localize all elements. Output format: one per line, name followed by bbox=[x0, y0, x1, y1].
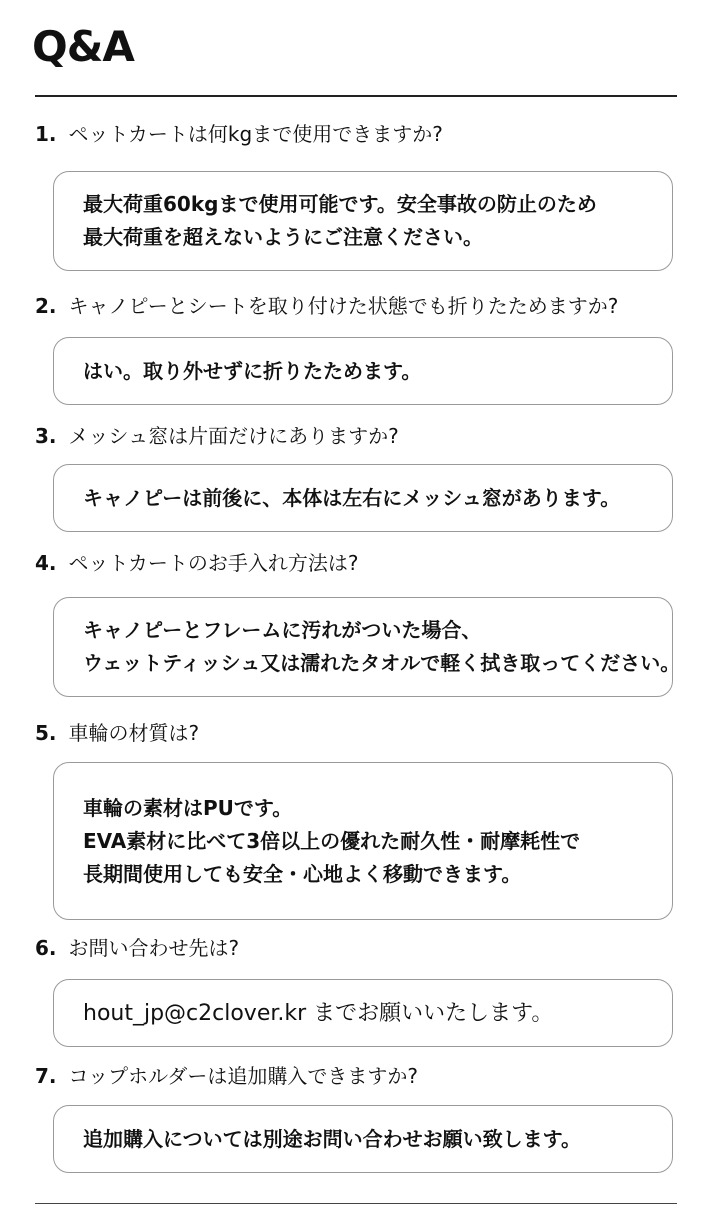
answer-box-2 bbox=[53, 337, 673, 405]
question-text: キャノピーとシートを取り付けた状態でも折りたためますか? bbox=[68, 294, 619, 318]
answer-line: EVA素材に比べて3倍以上の優れた耐久性・耐摩耗性で bbox=[83, 828, 581, 853]
answer-line: 車輪の素材はPUです。 bbox=[83, 795, 293, 820]
answer-line: ウェットティッシュ又は濡れたタオルで軽く拭き取ってください。 bbox=[83, 651, 681, 675]
answer-box-5 bbox=[53, 762, 673, 920]
question-text: コップホルダーは追加購入できますか? bbox=[68, 1064, 418, 1088]
question-number: 5. bbox=[35, 721, 57, 745]
question-5 bbox=[35, 721, 199, 745]
question-text: 車輪の材質は? bbox=[68, 721, 200, 745]
question-number: 6. bbox=[35, 936, 57, 960]
answer-line: キャノピーとフレームに汚れがついた場合、 bbox=[83, 618, 482, 642]
answer-line: 最大荷重を超えないようにご注意ください。 bbox=[83, 225, 483, 249]
answer-box-7 bbox=[53, 1105, 673, 1173]
question-number: 3. bbox=[35, 424, 57, 448]
answer-line: キャノピーは前後に、本体は左右にメッシュ窓があります。 bbox=[83, 485, 621, 510]
title-divider bbox=[35, 95, 677, 97]
answer-line: 最大荷重60kgまで使用可能です。安全事故の防止のため bbox=[83, 192, 597, 216]
question-text: お問い合わせ先は? bbox=[68, 936, 240, 960]
question-number: 7. bbox=[35, 1064, 57, 1088]
answer-line: 長期間使用しても安全・心地よく移動できます。 bbox=[83, 861, 522, 886]
question-number: 4. bbox=[35, 551, 57, 575]
question-1 bbox=[35, 122, 443, 146]
question-text: ペットカートのお手入れ方法は? bbox=[68, 551, 359, 575]
question-4 bbox=[35, 551, 359, 575]
answer-line: はい。取り外せずに折りたためます。 bbox=[83, 358, 422, 383]
question-number: 1. bbox=[35, 122, 57, 146]
answer-line: hout_jp@c2clover.kr までお願いいたします。 bbox=[83, 1000, 554, 1026]
page-title: Q&A bbox=[32, 22, 134, 71]
question-text: ペットカートは何kgまで使用できますか? bbox=[68, 122, 443, 146]
question-number: 2. bbox=[35, 294, 57, 318]
question-7 bbox=[35, 1064, 418, 1088]
answer-box-3 bbox=[53, 464, 673, 532]
answer-box-6 bbox=[53, 979, 673, 1047]
question-text: メッシュ窓は片面だけにありますか? bbox=[68, 424, 399, 448]
question-3 bbox=[35, 424, 399, 448]
question-6 bbox=[35, 936, 239, 960]
question-2 bbox=[35, 294, 618, 318]
answer-box-1 bbox=[53, 171, 673, 271]
answer-box-4 bbox=[53, 597, 681, 697]
bottom-divider bbox=[35, 1203, 677, 1204]
answer-line: 追加購入については別途お問い合わせお願い致します。 bbox=[83, 1126, 581, 1151]
